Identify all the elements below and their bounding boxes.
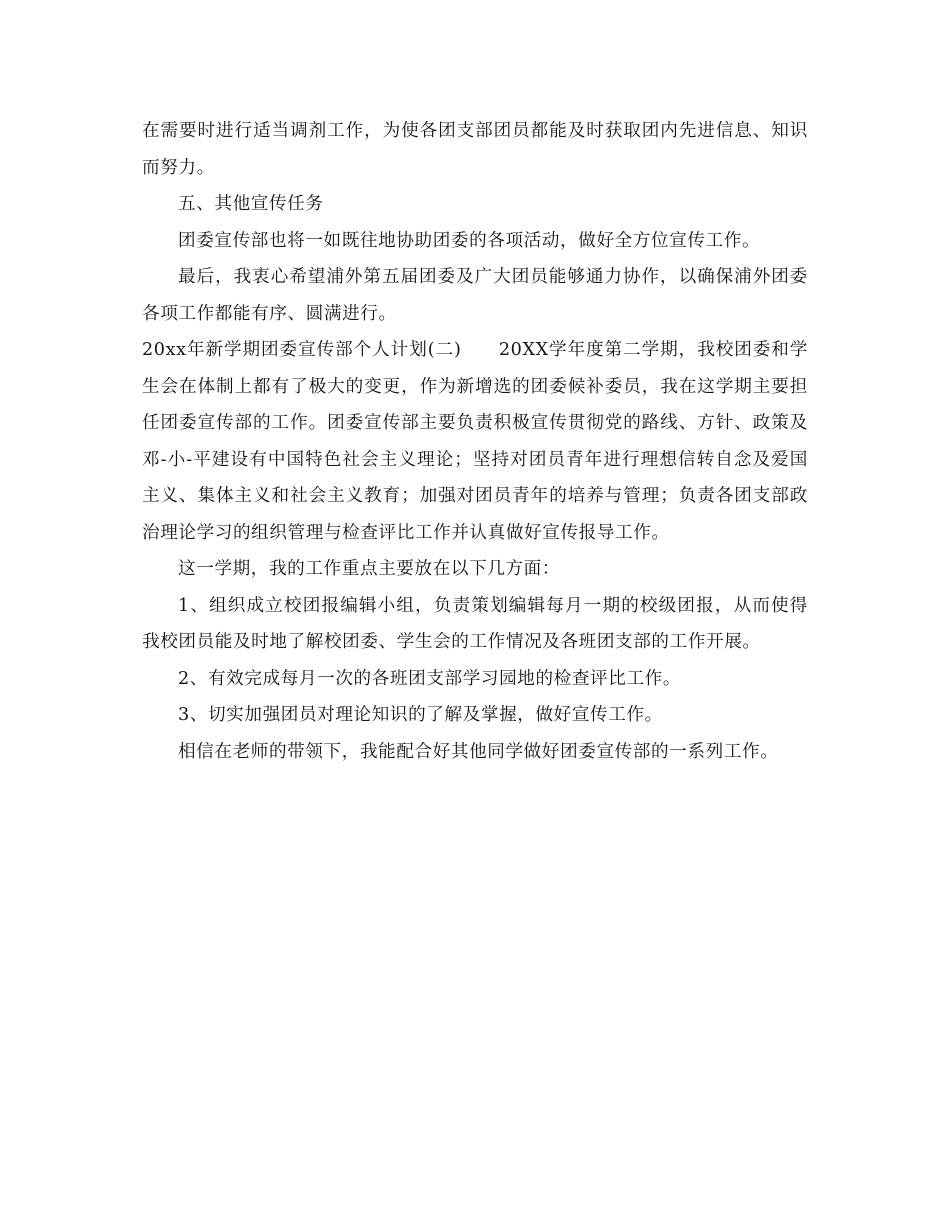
paragraph-assist-activities: 团委宣传部也将一如既往地协助团委的各项活动，做好全方位宣传工作。 xyxy=(178,230,761,251)
document-body xyxy=(142,113,808,770)
list-item-2: 2、有效完成每月一次的各班团支部学习园地的检查评比工作。 xyxy=(178,668,682,689)
paragraph-focus-intro: 这一学期，我的工作重点主要放在以下几方面： xyxy=(178,559,561,579)
paragraph-plan-two-intro: 20xx年新学期团委宣传部个人计划(二) 20XX学年度第二学期，我校团委和学生会在体制上都有了极大的变更，作为新增选的团委候补委员，我在这学期主要担任团委宣传部的工作。团委宣传部主要负责积极宣传贯彻党的路线、方针、政策及邓-小-平建设有中国特色社会主义理论；坚持对团员青年进行理想信转自念及爱国主义、集体主义和社会主义教育；加强对团员青年的培养与管理；负责各团支部政治理论学习的组织管理与检查评比工作并认真做好宣传报导工作。 xyxy=(142,340,808,543)
paragraph-continuation: 在需要时进行适当调剂工作，为使各团支部团员都能及时获取团内先进信息、知识而努力。 xyxy=(142,121,808,178)
list-item-3: 3、切实加强团员对理论知识的了解及掌握，做好宣传工作。 xyxy=(178,705,663,725)
paragraph-conclusion: 相信在老师的带领下，我能配合好其他同学做好团委宣传部的一系列工作。 xyxy=(178,741,779,762)
section-heading-other-tasks: 五、其他宣传任务 xyxy=(178,194,324,214)
list-item-1: 1、组织成立校团报编辑小组，负责策划编辑每月一期的校级团报，从而使得我校团员能及时地了解校团委、学生会的工作情况及各班团支部的工作开展。 xyxy=(142,595,808,652)
paragraph-closing-wish: 最后，我衷心希望浦外第五届团委及广大团员能够通力协作，以确保浦外团委各项工作都能有序、圆满进行。 xyxy=(142,267,808,324)
